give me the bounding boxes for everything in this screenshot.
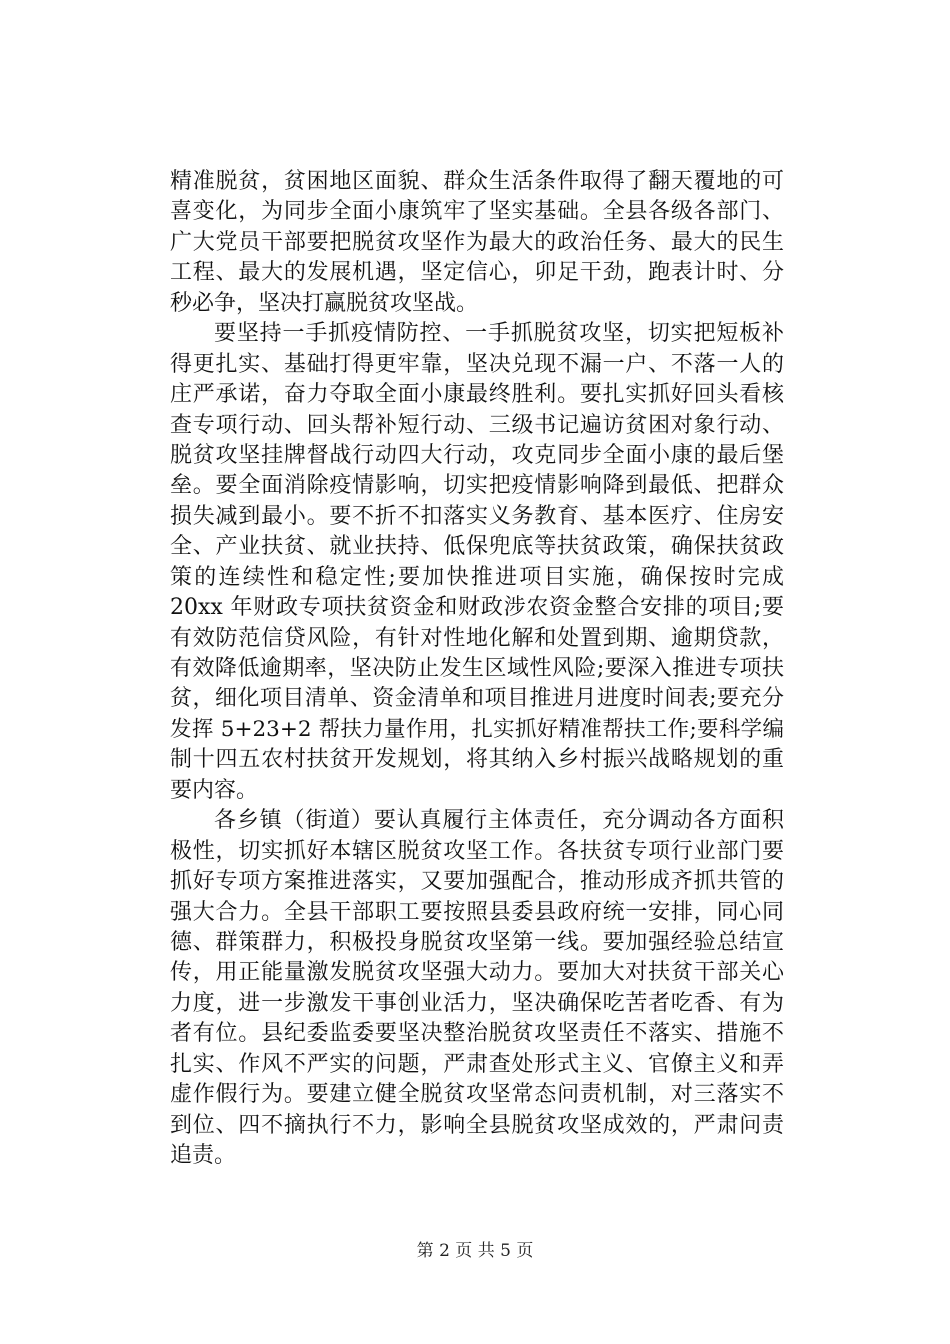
text-line: 到位、四不摘执行不力，影响全县脱贫攻坚成效的，严肃问责	[170, 1112, 784, 1138]
page-footer: 第 2 页 共 5 页	[416, 1241, 534, 1261]
text-line: 喜变化，为同步全面小康筑牢了坚实基础。全县各级各部门、	[170, 199, 784, 225]
text-line: 传，用正能量激发脱贫攻坚强大动力。要加大对扶贫干部关心	[170, 960, 784, 986]
text-line: 追责。	[170, 1143, 237, 1168]
text-line: 力度，进一步激发干事创业活力，坚决确保吃苦者吃香、有为	[170, 990, 784, 1016]
text-line: 极性，切实抓好本辖区脱贫攻坚工作。各扶贫专项行业部门要	[170, 838, 784, 864]
text-line: 者有位。县纪委监委要坚决整治脱贫攻坚责任不落实、措施不	[170, 1021, 784, 1047]
text-line: 广大党员干部要把脱贫攻坚作为最大的政治任务、最大的民生	[170, 229, 784, 255]
text-line: 强大合力。全县干部职工要按照县委县政府统一安排，同心同	[170, 899, 784, 925]
text-line: 有效降低逾期率，坚决防止发生区域性风险;要深入推进专项扶	[170, 656, 784, 681]
text-line: 各乡镇（街道）要认真履行主体责任，充分调动各方面积	[214, 808, 784, 834]
text-line: 要内容。	[170, 777, 259, 803]
text-line: 垒。要全面消除疫情影响，切实把疫情影响降到最低、把群众	[170, 473, 784, 499]
text-line: 抓好专项方案推进落实，又要加强配合，推动形成齐抓共管的	[170, 869, 784, 895]
text-line: 虚作假行为。要建立健全脱贫攻坚常态问责机制，对三落实不	[170, 1082, 784, 1108]
text-line: 得更扎实、基础打得更牢靠，坚决兑现不漏一户、不落一人的	[170, 351, 784, 377]
text-line: 20xx 年财政专项扶贫资金和财政涉农资金整合安排的项目;要	[170, 595, 784, 621]
text-line: 制十四五农村扶贫开发规划，将其纳入乡村振兴战略规划的重	[170, 747, 784, 773]
text-line: 德、群策群力，积极投身脱贫攻坚第一线。要加强经验总结宣	[170, 929, 784, 955]
text-line: 发挥 5+23+2 帮扶力量作用，扎实抓好精准帮扶工作;要科学编	[170, 716, 784, 742]
text-line: 精准脱贫，贫困地区面貌、群众生活条件取得了翻天覆地的可	[170, 169, 784, 194]
text-line: 损失减到最小。要不折不扣落实义务教育、基本医疗、住房安	[170, 503, 784, 529]
text-line: 策的连续性和稳定性;要加快推进项目实施，确保按时完成	[170, 564, 784, 590]
body-text	[170, 167, 784, 1171]
text-line: 查专项行动、回头帮补短行动、三级书记遍访贫困对象行动、	[170, 412, 784, 438]
text-line: 工程、最大的发展机遇，坚定信心，卯足干劲，跑表计时、分	[170, 260, 784, 286]
text-line: 有效防范信贷风险，有针对性地化解和处置到期、逾期贷款，	[170, 625, 784, 651]
text-line: 要坚持一手抓疫情防控、一手抓脱贫攻坚，切实把短板补	[214, 321, 784, 347]
text-line: 贫，细化项目清单、资金清单和项目推进月进度时间表;要充分	[170, 686, 784, 712]
text-line: 脱贫攻坚挂牌督战行动四大行动，攻克同步全面小康的最后堡	[170, 442, 784, 468]
text-line: 庄严承诺，奋力夺取全面小康最终胜利。要扎实抓好回头看核	[170, 382, 784, 408]
text-line: 秒必争，坚决打赢脱贫攻坚战。	[170, 290, 479, 316]
text-line: 扎实、作风不严实的问题，严肃查处形式主义、官僚主义和弄	[170, 1051, 784, 1077]
text-line: 全、产业扶贫、就业扶持、低保兜底等扶贫政策，确保扶贫政	[170, 534, 784, 560]
